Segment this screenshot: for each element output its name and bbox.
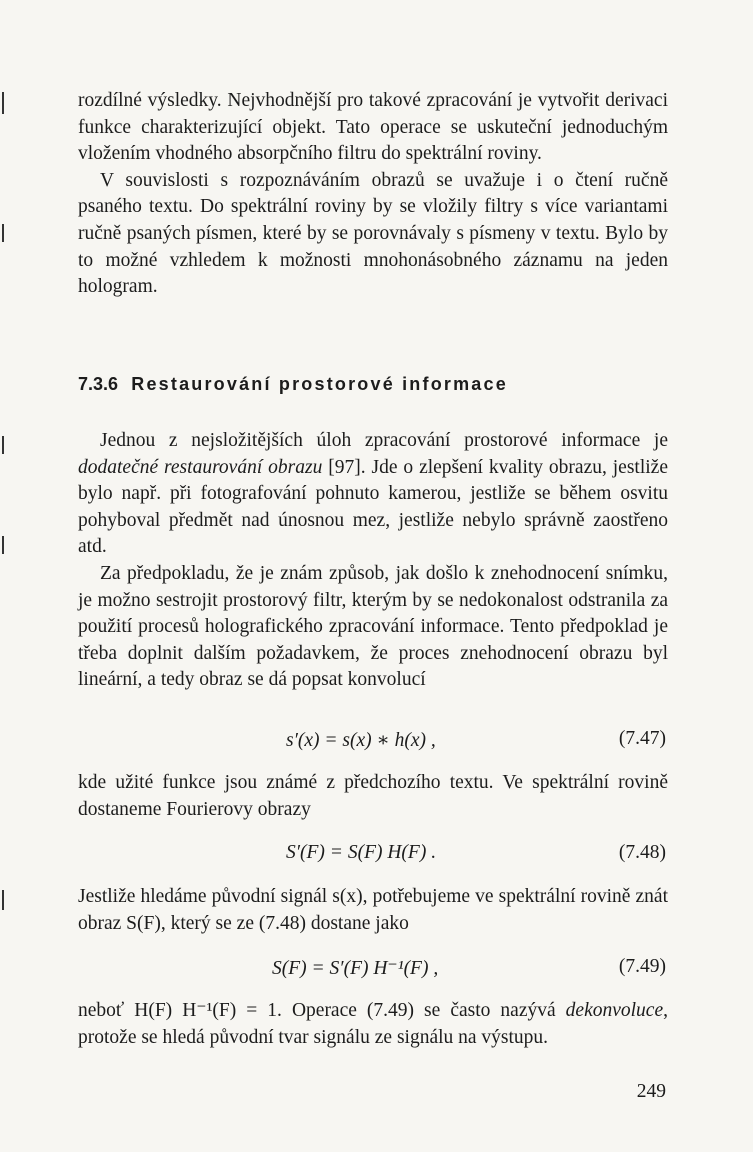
equation: S(F) = S′(F) H⁻¹(F) , xyxy=(272,958,439,979)
margin-mark xyxy=(2,890,4,910)
text-run: , protože se hledá původní tvar signálu ze signálu na výstupu. xyxy=(78,1000,668,1048)
intro-text xyxy=(78,88,668,301)
equation: S′(F) = S(F) H(F) . xyxy=(286,842,437,863)
paragraph: rozdílné výsledky. Nejvhodnější pro takové zpracování je vytvořit derivaci funkce charakterizující objekt. Tato operace se uskuteční jednoduchým vložením vhodného absorpčního filtru do spektrální roviny. xyxy=(78,90,668,165)
equation-number: (7.47) xyxy=(618,728,666,749)
text-block xyxy=(78,770,668,823)
text-run: neboť H(F) H⁻¹(F) = 1. Operace (7.49) se často nazývá xyxy=(78,1000,556,1021)
section-text xyxy=(78,428,668,694)
margin-mark xyxy=(2,536,4,554)
paragraph: Za předpokladu, že je znám způsob, jak došlo k znehodnocení snímku, je možno sestrojit prostorový filtr, kterým by se nedokonalost odstranila za použití procesů holografického zpracování informace. Tento předpoklad je třeba doplnit dalším požadavkem, že proces znehodnocení obrazu byl lineární, a tedy obraz se dá popsat konvolucí xyxy=(78,562,668,691)
paragraph: kde užité funkce jsou známé z předchozího textu. Ve spektrální rovině dostaneme Fourierovy obrazy xyxy=(78,772,668,820)
section-number: 7.3.6 xyxy=(78,374,119,394)
emphasized-term: dekonvoluce xyxy=(565,1000,664,1021)
margin-mark xyxy=(2,92,4,114)
equation-number: (7.48) xyxy=(618,842,666,863)
margin-mark xyxy=(2,224,4,242)
paragraph: V souvislosti s rozpoznáváním obrazů se uvažuje i o čtení ručně psaného textu. Do spektrální roviny by se vložily filtry s více variantami ručně psaných písmen, které by se porovnávaly s písmeny v textu. Bylo by to možné vzhledem k možnosti mnohonásobného záznamu na jeden hologram. xyxy=(78,169,668,298)
text-run: [97]. Jde o zlepšení kvality obrazu, jestliže bylo např. při fotografování pohnuto kamerou, jestliže se během osvitu pohyboval předmět nad únosnou mez, jestliže nebylo správně zaostřeno atd. xyxy=(78,456,668,558)
equation: s′(x) = s(x) ∗ h(x) , xyxy=(286,730,436,751)
paragraph: Jestliže hledáme původní signál s(x), potřebujeme ve spektrální rovině znát obraz S(F), který se ze (7.48) dostane jako xyxy=(78,886,668,934)
text-block xyxy=(78,884,668,937)
paragraph xyxy=(78,998,668,1051)
page-number: 249 xyxy=(636,1081,666,1102)
margin-mark xyxy=(2,436,4,454)
section-title: Restaurování prostorové informace xyxy=(131,374,508,394)
paragraph xyxy=(78,428,668,561)
emphasized-term: dodatečné restaurování obrazu xyxy=(78,456,323,478)
text-block xyxy=(78,998,668,1051)
section-heading xyxy=(78,374,508,395)
text-run: Jednou z nejsložitějších úloh zpracování prostorové informace je xyxy=(100,430,668,451)
equation-number: (7.49) xyxy=(618,956,666,977)
